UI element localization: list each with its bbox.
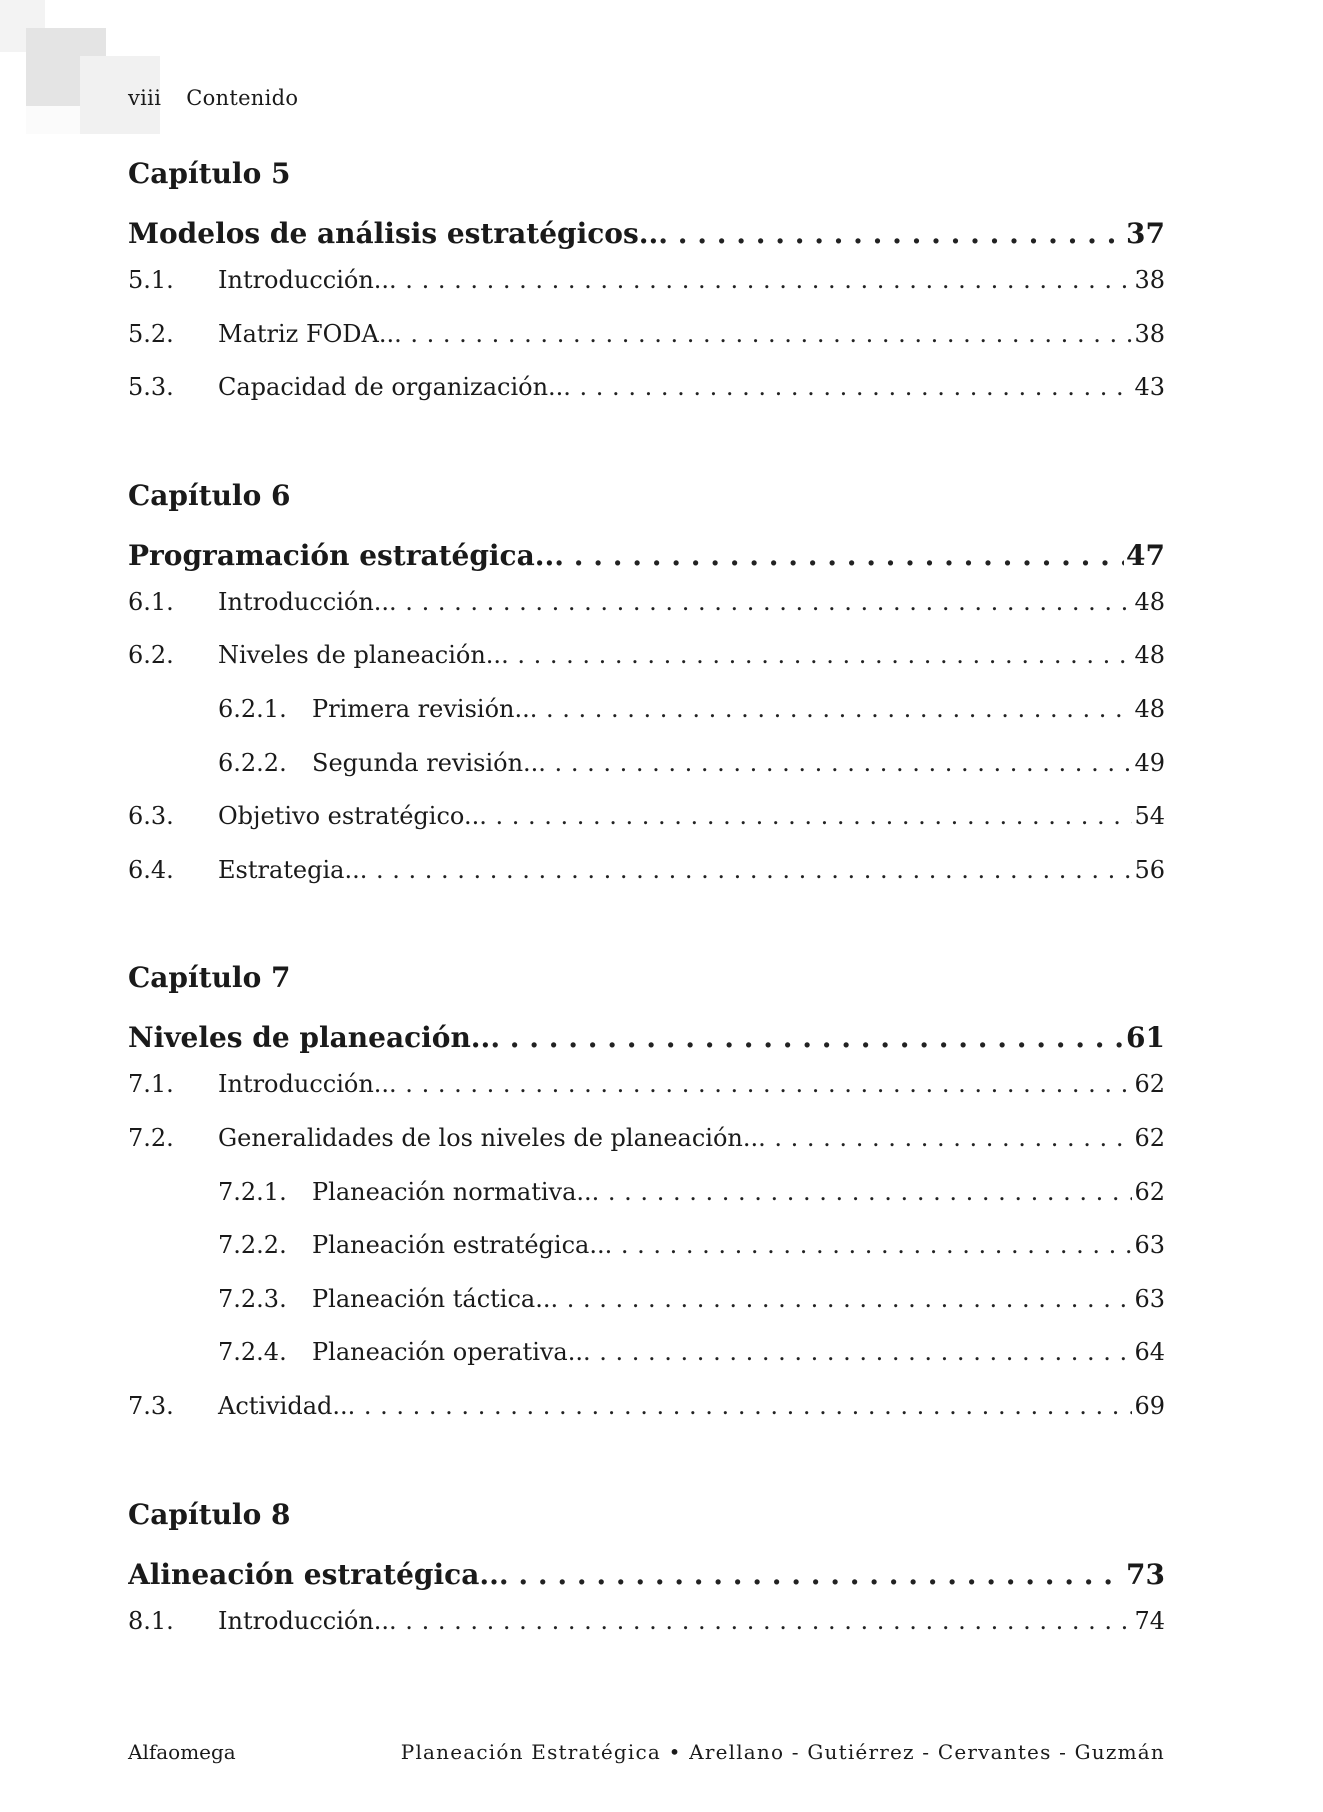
section-number: 6.4. [128, 855, 174, 884]
toc-entry[interactable] [128, 361, 1165, 415]
section-number: 5.1. [128, 266, 174, 294]
chapter-page: 73 [1126, 1557, 1165, 1591]
subsection-title: Planeación táctica.. [312, 1284, 551, 1313]
dot-leader [499, 1555, 1124, 1595]
dot-leader [490, 1018, 1124, 1058]
subsection-title: Segunda revisión.. [312, 748, 539, 777]
toc-subentry[interactable] [128, 1326, 1165, 1380]
chapter-title: Programación estratégica.. [128, 538, 555, 572]
dot-leader [538, 737, 1132, 791]
chapter-label: Capítulo 5 [128, 157, 291, 190]
toc-entry[interactable] [128, 254, 1165, 308]
page-number: viii [128, 86, 162, 110]
section-title: Estrategia.. [218, 855, 360, 884]
subsection-number: 6.2.1. [218, 694, 287, 723]
chapter-title: Alineación estratégica.. [128, 1557, 499, 1591]
chapter-page: 61 [1126, 1021, 1165, 1055]
chapter-page: 47 [1126, 538, 1165, 572]
section-page: 62 [1134, 1070, 1165, 1099]
toc-subentry[interactable] [128, 683, 1165, 737]
section-title: Generalidades de los niveles de planeación.. [218, 1123, 759, 1152]
dot-leader [389, 576, 1132, 630]
chapter-6 [128, 477, 1165, 898]
section-page: 38 [1134, 319, 1165, 348]
subsection-number: 7.2.2. [218, 1231, 287, 1260]
section-page: 62 [1134, 1123, 1165, 1152]
subsection-number: 6.2.2. [218, 748, 287, 777]
subsection-title: Planeación estratégica.. [312, 1231, 605, 1260]
dot-leader [389, 254, 1132, 308]
toc-entry[interactable] [128, 790, 1165, 844]
dot-leader [501, 629, 1132, 683]
dot-leader [389, 1595, 1132, 1649]
section-page: 43 [1134, 373, 1165, 402]
toc-entry[interactable] [128, 1112, 1165, 1166]
subsection-page: 64 [1134, 1338, 1165, 1367]
toc-entry[interactable] [128, 844, 1165, 898]
subsection-title: Primera revisión.. [312, 694, 530, 723]
section-page: 38 [1134, 266, 1165, 294]
toc-entry[interactable] [128, 1058, 1165, 1112]
corner-decoration [26, 106, 80, 134]
section-number: 6.2. [128, 641, 174, 670]
toc-subentry[interactable] [128, 1166, 1165, 1220]
dot-leader [554, 536, 1124, 576]
running-head-section: Contenido [186, 86, 299, 110]
toc-subentry[interactable] [128, 1273, 1165, 1327]
toc-entry[interactable] [128, 1595, 1165, 1649]
section-title: Actividad.. [218, 1391, 348, 1420]
chapter-8 [128, 1496, 1165, 1649]
section-page: 74 [1134, 1606, 1165, 1635]
toc-entry[interactable] [128, 1380, 1165, 1434]
chapter-label: Capítulo 7 [128, 961, 291, 995]
table-of-contents [128, 155, 1165, 1710]
section-title: Introducción.. [218, 1070, 390, 1099]
section-page: 48 [1134, 587, 1165, 616]
section-number: 5.3. [128, 373, 174, 402]
chapter-5 [128, 155, 1165, 415]
dot-leader [550, 1273, 1132, 1327]
chapter-title-entry[interactable] [128, 536, 1165, 576]
section-number: 7.3. [128, 1391, 174, 1420]
chapter-title-entry[interactable] [128, 1555, 1165, 1595]
chapter-page: 37 [1126, 217, 1165, 250]
toc-entry[interactable] [128, 629, 1165, 683]
section-number: 7.1. [128, 1070, 174, 1099]
page-footer [128, 1740, 1165, 1764]
chapter-title-entry[interactable] [128, 214, 1165, 254]
publisher-name: Alfaomega [128, 1740, 236, 1764]
dot-leader [530, 683, 1133, 737]
subsection-page: 62 [1134, 1177, 1165, 1206]
subsection-page: 63 [1134, 1284, 1165, 1313]
subsection-title: Planeación normativa.. [312, 1177, 592, 1206]
chapter-title-entry[interactable] [128, 1018, 1165, 1058]
subsection-title: Planeación operativa.. [312, 1338, 583, 1367]
section-title: Niveles de planeación.. [218, 641, 502, 670]
chapter-label: Capítulo 8 [128, 1497, 291, 1531]
dot-leader [758, 1112, 1132, 1166]
dot-leader [389, 1058, 1132, 1112]
section-title: Introducción.. [218, 587, 390, 616]
section-title: Introducción.. [218, 266, 390, 294]
section-page: 54 [1134, 802, 1165, 831]
toc-entry[interactable] [128, 576, 1165, 630]
subsection-number: 7.2.1. [218, 1177, 287, 1206]
section-number: 5.2. [128, 319, 174, 348]
section-title: Capacidad de organización.. [218, 373, 564, 402]
subsection-page: 48 [1134, 694, 1165, 723]
dot-leader [583, 1326, 1132, 1380]
section-title: Introducción.. [218, 1606, 390, 1635]
section-page: 48 [1134, 641, 1165, 670]
toc-subentry[interactable] [128, 737, 1165, 791]
dot-leader [563, 361, 1132, 415]
subsection-page: 49 [1134, 748, 1165, 777]
subsection-number: 7.2.4. [218, 1338, 287, 1367]
chapter-title: Niveles de planeación.. [128, 1021, 491, 1055]
toc-entry[interactable] [128, 308, 1165, 362]
dot-leader [592, 1166, 1133, 1220]
dot-leader [658, 214, 1124, 254]
book-credit: Planeación Estratégica • Arellano - Gutiérrez - Cervantes - Guzmán [400, 1740, 1165, 1764]
section-title: Objetivo estratégico.. [218, 802, 480, 831]
dot-leader [605, 1219, 1133, 1273]
dot-leader [360, 844, 1133, 898]
section-page: 69 [1134, 1391, 1165, 1420]
chapter-7 [128, 959, 1165, 1433]
chapter-title: Modelos de análisis estratégicos.. [128, 217, 659, 250]
toc-subentry[interactable] [128, 1219, 1165, 1273]
subsection-number: 7.2.3. [218, 1284, 287, 1313]
section-number: 7.2. [128, 1123, 174, 1152]
section-number: 6.1. [128, 587, 174, 616]
dot-leader [348, 1380, 1133, 1434]
section-number: 8.1. [128, 1606, 174, 1635]
section-title: Matriz FODA.. [218, 319, 395, 348]
dot-leader [394, 308, 1132, 362]
chapter-label: Capítulo 6 [128, 478, 291, 512]
section-number: 6.3. [128, 802, 174, 831]
running-head [128, 86, 298, 110]
subsection-page: 63 [1134, 1231, 1165, 1260]
dot-leader [479, 790, 1132, 844]
section-page: 56 [1134, 855, 1165, 884]
